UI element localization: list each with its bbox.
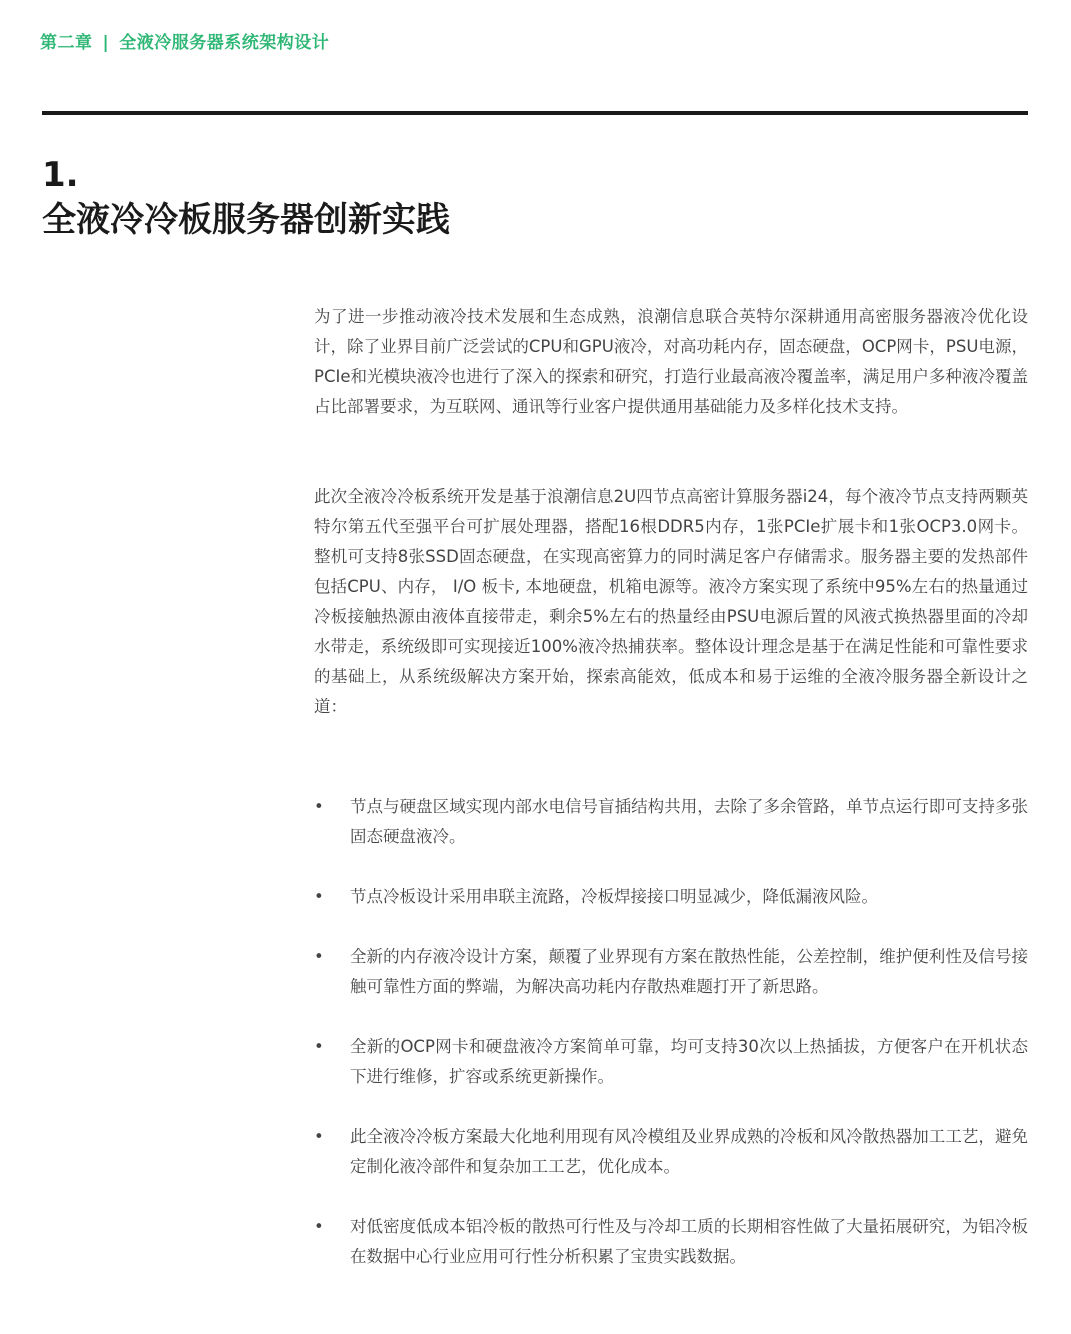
bullet-icon: •	[314, 1217, 324, 1236]
bullet-icon: •	[314, 947, 324, 966]
chapter-label: 第二章	[40, 33, 93, 53]
bullet-icon: •	[314, 1037, 324, 1056]
body-paragraph: 此次全液冷冷板系统开发是基于浪潮信息2U四节点高密计算服务器i24，每个液冷节点支持两颗英特尔第五代至强平台可扩展处理器，搭配16根DDR5内存，1张PCIe扩展卡和1张OCP3.0网卡。整机可支持8张SSD固态硬盘，在实现高密算力的同时满足客户存储需求。服务器主要的发热部件包括CPU、内存， I/O 板卡, 本地硬盘，机箱电源等。液冷方案实现了系统中95%左右的热量通过冷板接触热源由液体直接带走，剩余5%左右的热量经由PSU电源后置的风液式换热器里面的冷却水带走，系统级即可实现接近100%液冷热捕获率。整体设计理念是基于在满足性能和可靠性要求的基础上，从系统级解决方案开始，探索高能效，低成本和易于运维的全液冷服务器全新设计之道：	[314, 487, 1028, 716]
chapter-separator: |	[102, 33, 110, 53]
section-title: 全液冷冷板服务器创新实践	[42, 200, 450, 240]
header-divider	[42, 111, 1028, 115]
list-item	[314, 1122, 1028, 1182]
bullet-icon: •	[314, 1127, 324, 1146]
body-paragraph: 为了进一步推动液冷技术发展和生态成熟，浪潮信息联合英特尔深耕通用高密服务器液冷优化设计，除了业界目前广泛尝试的CPU和GPU液冷，对高功耗内存，固态硬盘，OCP网卡，PSU电源，PCIe和光模块液冷也进行了深入的探索和研究，打造行业最高液冷覆盖率，满足用户多种液冷覆盖占比部署要求，为互联网、通讯等行业客户提供通用基础能力及多样化技术支持。	[314, 307, 1028, 416]
list-item-text: 对低密度低成本铝冷板的散热可行性及与冷却工质的长期相容性做了大量拓展研究，为铝冷板在数据中心行业应用可行性分析积累了宝贵实践数据。	[350, 1217, 1028, 1266]
chapter-title: 全液冷服务器系统架构设计	[119, 33, 330, 53]
bullet-icon: •	[314, 887, 324, 906]
list-item-text: 此全液冷冷板方案最大化地利用现有风冷模组及业界成熟的冷板和风冷散热器加工工艺，避免定制化液冷部件和复杂加工工艺，优化成本。	[350, 1127, 1028, 1176]
list-item	[314, 1212, 1028, 1272]
list-item-text: 全新的内存液冷设计方案，颠覆了业界现有方案在散热性能，公差控制，维护便利性及信号接触可靠性方面的弊端，为解决高功耗内存散热难题打开了新思路。	[350, 947, 1028, 996]
list-item	[314, 942, 1028, 1002]
chapter-header	[40, 28, 329, 53]
section-number: 1.	[42, 155, 79, 195]
list-item	[314, 1032, 1028, 1092]
feature-list	[314, 792, 1028, 1302]
list-item	[314, 882, 1028, 912]
list-item	[314, 792, 1028, 852]
list-item-text: 节点冷板设计采用串联主流路，冷板焊接接口明显减少，降低漏液风险。	[350, 887, 878, 906]
list-item-text: 全新的OCP网卡和硬盘液冷方案简单可靠，均可支持30次以上热插拔，方便客户在开机状态下进行维修，扩容或系统更新操作。	[350, 1037, 1028, 1086]
bullet-icon: •	[314, 797, 324, 816]
list-item-text: 节点与硬盘区域实现内部水电信号盲插结构共用，去除了多余管路，单节点运行即可支持多张固态硬盘液冷。	[350, 797, 1028, 846]
